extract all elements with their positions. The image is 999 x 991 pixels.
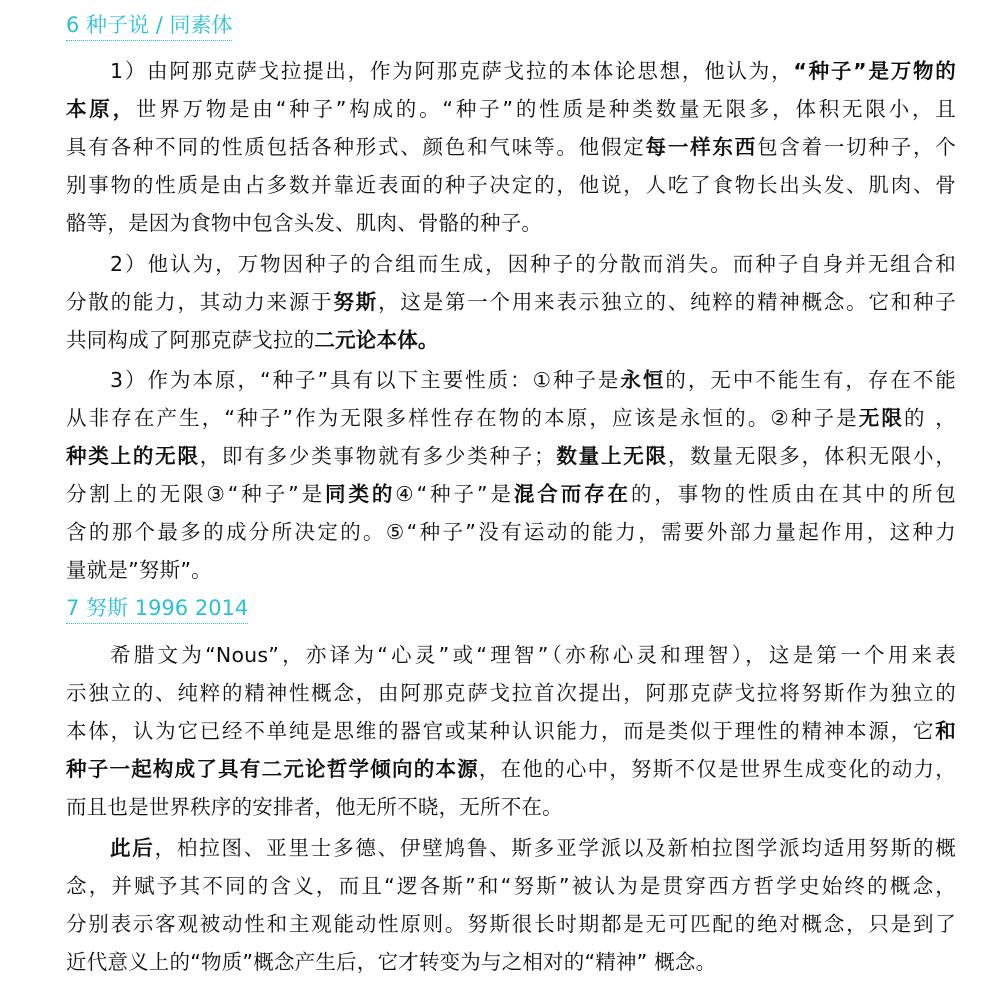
- text-line: 种子一起构成了具有二元论哲学倾向的本源，在他的心中，努斯不仅是世界生成变化的动力，: [66, 757, 956, 781]
- text-line: 分散的能力，其动力来源于努斯，这是第一个用来表示独立的、纯粹的精神概念。它和种子: [66, 290, 956, 314]
- text-line: 分割上的无限③“种子”是同类的④“种子”是混合而存在的，事物的性质由在其中的所包: [66, 482, 956, 506]
- text-line: 此后，柏拉图、亚里士多德、伊壁鸠鲁、斯多亚学派以及新柏拉图学派均适用努斯的概: [110, 836, 956, 860]
- text-line: 种类上的无限，即有多少类事物就有多少类种子；数量上无限，数量无限多，体积无限小，: [66, 444, 956, 468]
- text-line: 别事物的性质是由占多数并靠近表面的种子决定的，他说，人吃了食物长出头发、肌肉、骨: [66, 173, 956, 197]
- text-line: 念，并赋予其不同的含义，而且“逻各斯”和“努斯”被认为是贯穿西方哲学史始终的概念，: [66, 874, 956, 898]
- text-line: 本原，世界万物是由“种子”构成的。“种子”的性质是种类数量无限多，体积无限小，且: [66, 97, 956, 121]
- section-heading-6: 6 种子说 / 同素体: [66, 11, 232, 41]
- text-line: 从非存在产生，“种子”作为无限多样性存在物的本原，应该是永恒的。②种子是无限的 ，: [66, 406, 956, 430]
- text-line: 示独立的、纯粹的精神性概念，由阿那克萨戈拉首次提出，阿那克萨戈拉将努斯作为独立的: [66, 681, 956, 705]
- text-line: 希腊文为“Nous”，亦译为“心灵”或“理智”（亦称心灵和理智），这是第一个用来表: [110, 643, 956, 667]
- text-line: 3）作为本原，“种子”具有以下主要性质：①种子是永恒的，无中不能生有，存在不能: [110, 368, 956, 392]
- text-line: 骼等，是因为食物中包含头发、肌肉、骨骼的种子。: [66, 211, 543, 235]
- text-line: 量就是”努斯”。: [66, 558, 212, 582]
- section-heading-7: 7 努斯 1996 2014: [66, 594, 248, 624]
- text-line: 共同构成了阿那克萨戈拉的二元论本体。: [66, 328, 439, 352]
- text-line: 分别表示客观被动性和主观能动性原则。努斯很长时期都是无可匹配的绝对概念，只是到了: [66, 912, 956, 936]
- text-line: 1）由阿那克萨戈拉提出，作为阿那克萨戈拉的本体论思想，他认为，“种子”是万物的: [110, 59, 956, 83]
- text-line: 而且也是世界秩序的安排者，他无所不晓，无所不在。: [66, 795, 563, 819]
- text-line: 近代意义上的“物质”概念产生后，它才转变为与之相对的“精神” 概念。: [66, 950, 717, 974]
- text-line: 具有各种不同的性质包括各种形式、颜色和气味等。他假定每一样东西包含着一切种子，个: [66, 135, 956, 159]
- text-line: 含的那个最多的成分所决定的。⑤“种子”没有运动的能力，需要外部力量起作用，这种力: [66, 520, 956, 544]
- text-line: 本体，认为它已经不单纯是思维的器官或某种认识能力，而是类似于理性的精神本源，它和: [66, 719, 956, 743]
- text-line: 2）他认为，万物因种子的合组而生成，因种子的分散而消失。而种子自身并无组合和: [110, 252, 956, 276]
